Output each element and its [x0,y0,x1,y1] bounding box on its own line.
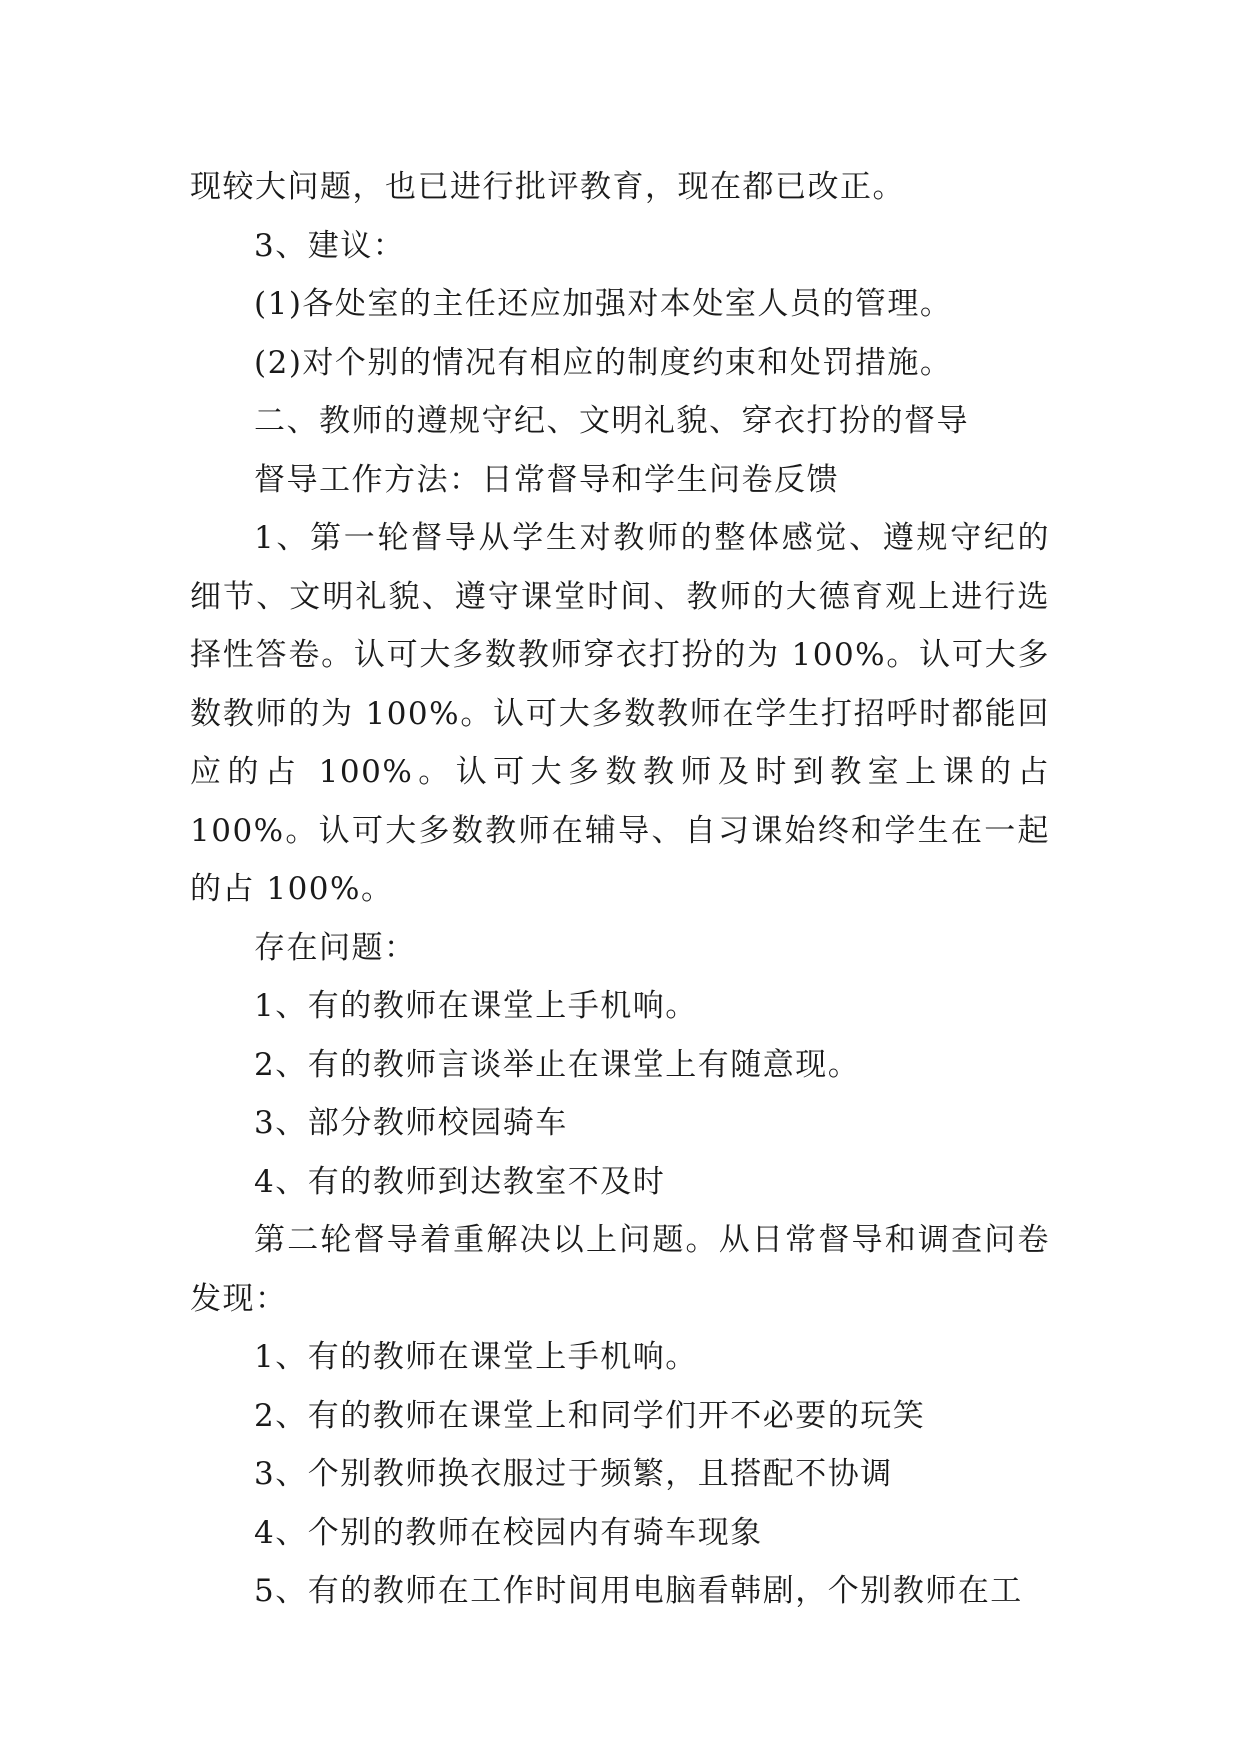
list-item: 4、有的教师到达教室不及时 [254,1163,666,1200]
list-item: 2、有的教师在课堂上和同学们开不必要的玩笑 [254,1397,926,1434]
paragraph: 1、第一轮督导从学生对教师的整体感觉、遵规守纪的细节、文明礼貌、遵守课堂时间、教师的大德育观上进行选择性答卷。认可大多数教师穿衣打扮的为 100%。认可大多数教师的为 100%。认可大多数教师在学生打招呼时都能回应的占 100%。认可大多数教师及时到教室上课的占 100%。认可大多数教师在辅导、自习课始终和学生在一起的占 100%。 [190,520,1050,907]
paragraph: 督导工作方法：日常督导和学生问卷反馈 [254,461,839,498]
list-item: 3、部分教师校园骑车 [254,1105,568,1141]
document-body [190,158,1050,1621]
list-item: 4、个别的教师在校园内有骑车现象 [254,1514,763,1551]
paragraph: 第二轮督导着重解决以上问题。从日常督导和调查问卷发现： [190,1222,1050,1317]
list-item: 3、个别教师换衣服过于频繁，且搭配不协调 [254,1456,893,1492]
list-item: 1、有的教师在课堂上手机响。 [254,1339,698,1375]
paragraph: 3、建议： [254,227,406,264]
list-item: 1、有的教师在课堂上手机响。 [254,988,698,1024]
paragraph: 现较大问题，也已进行批评教育，现在都已改正。 [190,169,905,205]
paragraph: (2)对个别的情况有相应的制度约束和处罚措施。 [254,344,953,381]
list-item: 5、有的教师在工作时间用电脑看韩剧，个别教师在工 [254,1573,1023,1609]
list-item: 2、有的教师言谈举止在课堂上有随意现。 [254,1046,861,1083]
paragraph: 存在问题： [254,929,417,966]
section-heading: 二、教师的遵规守纪、文明礼貌、穿衣打扮的督导 [254,403,969,439]
paragraph: (1)各处室的主任还应加强对本处室人员的管理。 [254,286,953,322]
